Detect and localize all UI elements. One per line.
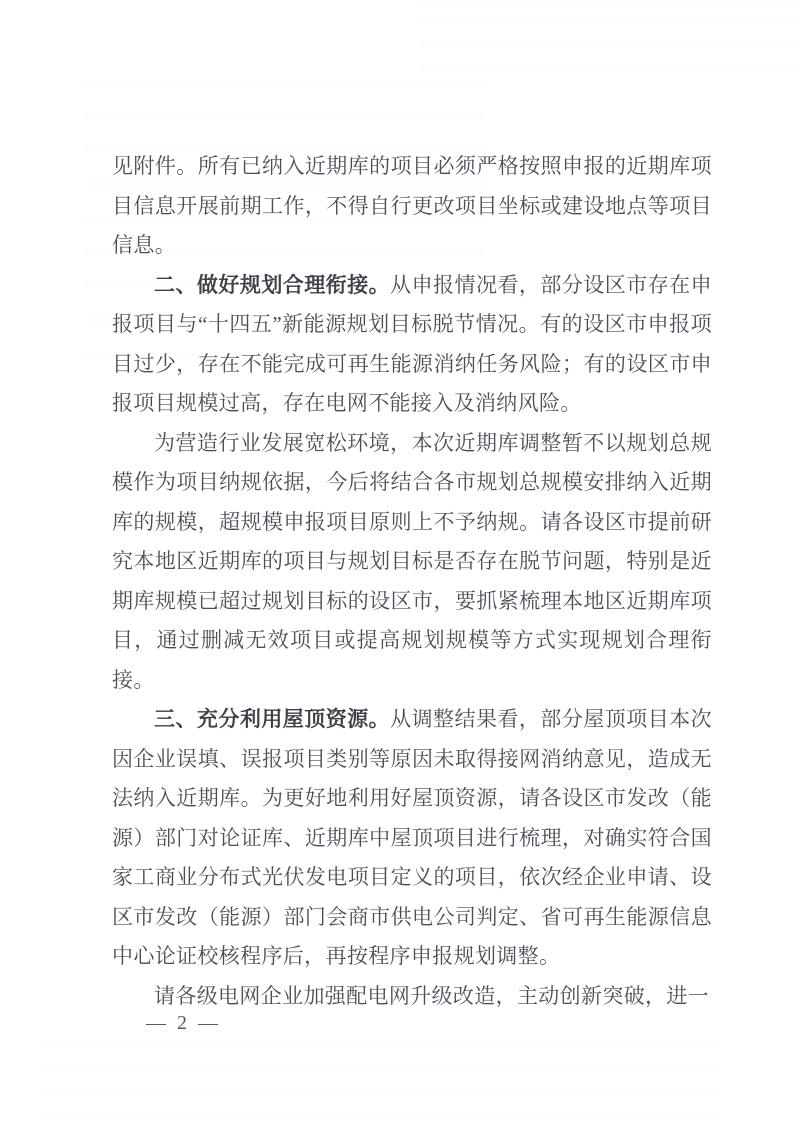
- scan-bleedthrough-artifact: [420, 0, 800, 70]
- paragraph-section-3: [112, 700, 712, 977]
- document-body: [112, 147, 712, 1016]
- paragraph-text: 为营造行业发展宽松环境，本次近期库调整暂不以规划总规模作为项目纳规依据，今后将结合各市规划总规模安排纳入近期库的规模，超规模申报项目原则上不予纳规。请各设区市提前研究本地区近期库的项目与规划目标是否存在脱节问题，特别是近期库规模已超过规划目标的设区市，要抓紧梳理本地区近期库项目，通过删减无效项目或提高规划规模等方式实现规划合理衔接。: [112, 430, 712, 692]
- page-number: — 2 —: [146, 1012, 221, 1034]
- paragraph-text: 从调整结果看，部分屋顶项目本次因企业误填、误报项目类别等原因未取得接网消纳意见，造成无法纳入近期库。为更好地利用好屋顶资源，请各设区市发改（能源）部门对论证库、近期库中屋顶项目进行梳理，对确实符合国家工商业分布式光伏发电项目定义的项目，依次经企业申请、设区市发改（能源）部门会商市供电公司判定、省可再生能源信息中心论证校核程序后，再按程序申报规划调整。: [112, 707, 712, 968]
- paragraph-text: 从申报情况看，部分设区市存在申报项目与“十四五”新能源规划目标脱节情况。有的设区市申报项目过少，存在不能完成可再生能源消纳任务风险；有的设区市申报项目规模过高，存在电网不能接入及消纳风险。: [112, 272, 712, 415]
- paragraph-continuation: [112, 147, 712, 266]
- paragraph-text: 见附件。所有已纳入近期库的项目必须严格按照申报的近期库项目信息开展前期工作，不得自行更改项目坐标或建设地点等项目信息。: [112, 154, 712, 257]
- paragraph: [112, 977, 712, 1017]
- section-heading: 二、做好规划合理衔接。: [154, 272, 391, 297]
- scan-bleedthrough-artifact: [40, 1042, 720, 1122]
- paragraph-section-2: [112, 266, 712, 424]
- paragraph: [112, 424, 712, 701]
- paragraph-text: 请各级电网企业加强配电网升级改造，主动创新突破，进一: [154, 983, 710, 1008]
- section-heading: 三、充分利用屋顶资源。: [154, 707, 391, 731]
